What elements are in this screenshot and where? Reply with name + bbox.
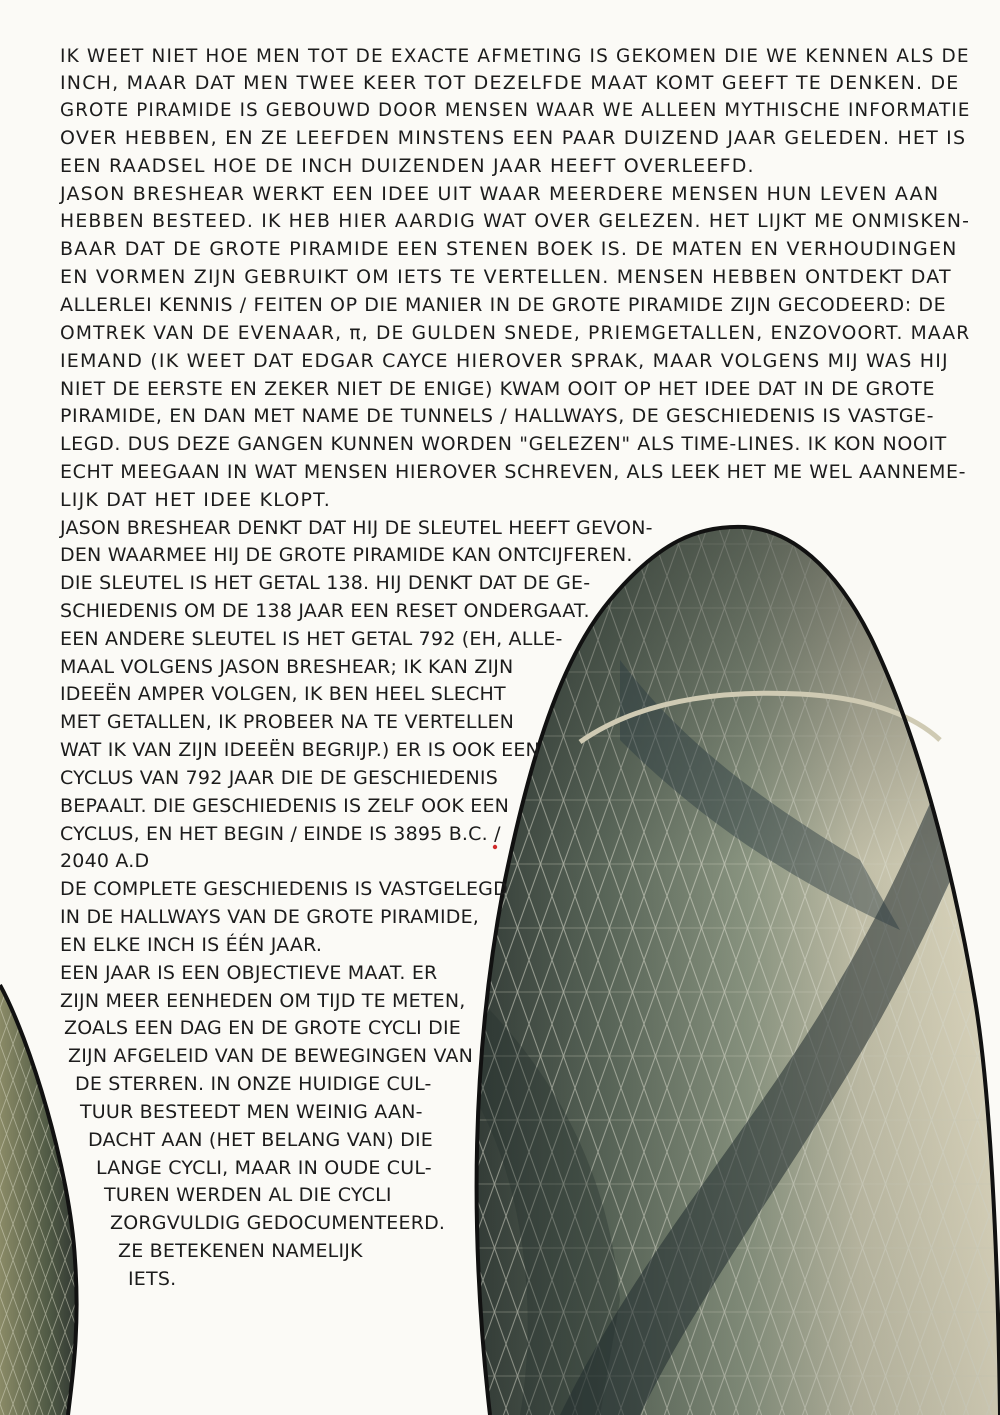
text-line: ZE BETEKENEN NAMELIJK <box>118 1240 363 1262</box>
text-line: BEPAALT. DIE GESCHIEDENIS IS ZELF OOK EEN <box>60 795 510 817</box>
text-line: ZIJN AFGELEID VAN DE BEWEGINGEN VAN <box>68 1045 474 1067</box>
text-line: EEN JAAR IS EEN OBJECTIEVE MAAT. ER <box>60 962 438 984</box>
text-line: GROTE PIRAMIDE IS GEBOUWD DOOR MENSEN WAAR WE ALLEEN MYTHISCHE INFORMATIE <box>60 99 971 121</box>
text-line: IK WEET NIET HOE MEN TOT DE EXACTE AFMETING IS GEKOMEN DIE WE KENNEN ALS DE <box>60 45 970 67</box>
text-line: EEN RAADSEL HOE DE INCH DUIZENDEN JAAR HEEFT OVERLEEFD. <box>60 155 755 177</box>
text-line: LEGD. DUS DEZE GANGEN KUNNEN WORDEN "GELEZEN" ALS TIME-LINES. IK KON NOOIT <box>60 433 947 455</box>
text-line: OMTREK VAN DE EVENAAR, π, DE GULDEN SNEDE, PRIEMGETALLEN, ENZOVOORT. MAAR <box>60 322 971 344</box>
text-line: ZIJN MEER EENHEDEN OM TIJD TE METEN, <box>60 990 466 1012</box>
text-line: DEN WAARMEE HIJ DE GROTE PIRAMIDE KAN ONTCIJFEREN. <box>60 544 633 566</box>
text-line: DACHT AAN (HET BELANG VAN) DIE <box>88 1129 434 1151</box>
text-line: CYCLUS, EN HET BEGIN / EINDE IS 3895 B.C. / <box>60 823 501 845</box>
text-line: ZORGVULDIG GEDOCUMENTEERD. <box>110 1212 446 1234</box>
text-line: TUREN WERDEN AL DIE CYCLI <box>104 1184 392 1206</box>
text-line: OVER HEBBEN, EN ZE LEEFDEN MINSTENS EEN PAAR DUIZEND JAAR GELEDEN. HET IS <box>60 127 967 149</box>
text-line: JASON BRESHEAR DENKT DAT HIJ DE SLEUTEL HEEFT GEVON- <box>60 517 653 539</box>
text-line: ECHT MEEGAAN IN WAT MENSEN HIEROVER SCHREVEN, ALS LEEK HET ME WEL AANNEME- <box>60 461 967 483</box>
text-line: PIRAMIDE, EN DAN MET NAME DE TUNNELS / HALLWAYS, DE GESCHIEDENIS IS VASTGE- <box>60 405 935 427</box>
text-line: NIET DE EERSTE EN ZEKER NIET DE ENIGE) KWAM OOIT OP HET IDEE DAT IN DE GROTE <box>60 378 936 400</box>
text-line: DE COMPLETE GESCHIEDENIS IS VASTGELEGD <box>60 878 508 900</box>
text-line: IN DE HALLWAYS VAN DE GROTE PIRAMIDE, <box>60 906 480 928</box>
text-line: INCH, MAAR DAT MEN TWEE KEER TOT DEZELFDE MAAT KOMT GEEFT TE DENKEN. DE <box>60 72 960 94</box>
text-line: EEN ANDERE SLEUTEL IS HET GETAL 792 (EH, ALLE- <box>60 628 563 650</box>
text-line: JASON BRESHEAR WERKT EEN IDEE UIT WAAR MEERDERE MENSEN HUN LEVEN AAN <box>60 183 940 205</box>
text-line: IETS. <box>128 1268 177 1290</box>
text-line: SCHIEDENIS OM DE 138 JAAR EEN RESET ONDERGAAT. <box>60 600 590 622</box>
text-line: TUUR BESTEEDT MEN WEINIG AAN- <box>80 1101 423 1123</box>
text-line: DE STERREN. IN ONZE HUIDIGE CUL- <box>75 1073 432 1095</box>
text-line: HEBBEN BESTEED. IK HEB HIER AARDIG WAT OVER GELEZEN. HET LIJKT ME ONMISKEN- <box>60 210 971 232</box>
text-line: BAAR DAT DE GROTE PIRAMIDE EEN STENEN BOEK IS. DE MATEN EN VERHOUDINGEN <box>60 238 958 260</box>
text-line: ALLERLEI KENNIS / FEITEN OP DIE MANIER IN DE GROTE PIRAMIDE ZIJN GECODEERD: DE <box>60 294 947 316</box>
text-line: ZOALS EEN DAG EN DE GROTE CYCLI DIE <box>64 1017 462 1039</box>
text-line: EN ELKE INCH IS ÉÉN JAAR. <box>60 934 323 956</box>
text-line: LIJK DAT HET IDEE KLOPT. <box>60 489 331 511</box>
text-line: 2040 A.D <box>60 850 150 872</box>
text-line: MAAL VOLGENS JASON BRESHEAR; IK KAN ZIJN <box>60 656 514 678</box>
text-line: EN VORMEN ZIJN GEBRUIKT OM IETS TE VERTELLEN. MENSEN HEBBEN ONTDEKT DAT <box>60 266 952 288</box>
text-line: IDEEËN AMPER VOLGEN, IK BEN HEEL SLECHT <box>60 683 506 705</box>
text-line: WAT IK VAN ZIJN IDEEËN BEGRIJP.) ER IS OOK EEN <box>60 739 540 761</box>
text-line: LANGE CYCLI, MAAR IN OUDE CUL- <box>96 1157 432 1179</box>
text-line: DIE SLEUTEL IS HET GETAL 138. HIJ DENKT DAT DE GE- <box>60 572 591 594</box>
text-line: MET GETALLEN, IK PROBEER NA TE VERTELLEN <box>60 711 515 733</box>
text-line: CYCLUS VAN 792 JAAR DIE DE GESCHIEDENIS <box>60 767 498 789</box>
text-line: IEMAND (IK WEET DAT EDGAR CAYCE HIEROVER SPRAK, MAAR VOLGENS MIJ WAS HIJ <box>60 350 949 372</box>
